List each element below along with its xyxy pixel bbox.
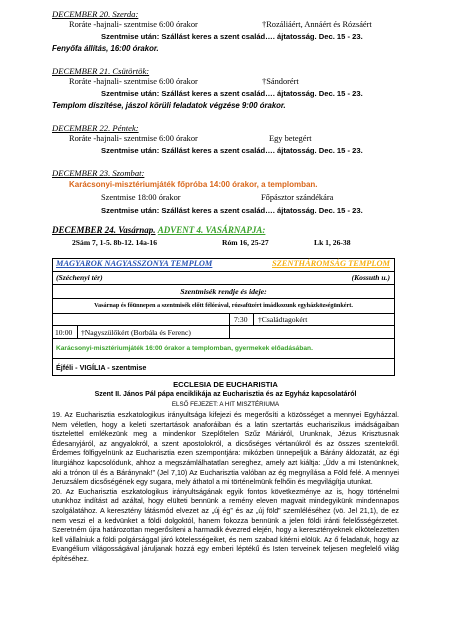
church-left-name: MAGYAROK NAGYASSZONYA TEMPLOM [56, 259, 213, 268]
church-names-row [53, 259, 394, 272]
right-mass-time: 7:30 [234, 315, 248, 324]
left-mass-time: 10:00 [55, 328, 73, 337]
mystery-play-note: Karácsonyi-misztériumjáték 16:00 órakor a templomban, gyermekek előadásában. [56, 345, 313, 352]
section-title: ECCLESIA DE EUCHARISTIA [173, 380, 278, 389]
right-mass-intention: †Családtagokért [258, 315, 308, 324]
reading-first: 2Sám 7, 1-5. 8b-12. 14a-16 [72, 238, 158, 247]
paragraph-19: 19. Az Eucharisztia eszkatologikus irányultsága kifejezi és megerősíti a közösséget a mennyei Egyházzal. Nem véletlen, hogy a keleti szertartások anaforáiban és a latin szertartás euchariszikus imádságaiban tisztelettel emlékezünk meg a mindenkor Szeplőtelen Szűz Máriáról, Urunknak, Jézus Krisztusnak Édesanyjáról, az angyalokról, a szent apostolokról, a dicsőséges vértanúkról és az összes szentekről. Érdemes fölfigyelnünk az Eucharisztia ezen szempontjára: mikózben ünnepeljük a Bárány áldozatát, az égi liturgiához kapcsolódunk, ahhoz a megszámlálhatatlan sereghez, amely azt kiáltja: „Üdv a mi Istenünknek, aki a trónon ül és a Báránynak!” (Jel 7,10) Az Eucharisztia valóban az ég megnyílása a Föld felé. A mennyei Jeruzsálem dicsőségének egy sugara, mely áthatol a mi történelmünk felhőin és megvilágítja utunkat. [52, 411, 399, 487]
mass-intention: Főpásztor szándékára [261, 193, 334, 202]
mass-schedule-table [52, 258, 395, 376]
church-right-location: (Kossuth u.) [351, 273, 390, 282]
mass-intention: Egy betegért [269, 134, 312, 143]
church-location-row [53, 272, 394, 285]
sunday-date: DECEMBER 24. Vasárnap. [52, 225, 156, 235]
advent-label: ADVENT 4. VASÁRNAPJA: [157, 225, 266, 235]
left-mass-intention: †Nagyszülőkért (Borbála és Ferenc) [81, 328, 191, 337]
section-subtitle: Szent II. János Pál pápa enciklikája az Eucharisztia és az Egyház kapcsolatáról [94, 391, 357, 398]
reading-second: Róm 16, 25-27 [222, 238, 269, 247]
rehearsal-note: Karácsonyi-misztériumjáték főpróba 14:00 órakor, a templomban. [69, 180, 318, 189]
sunday-heading [52, 225, 265, 235]
rosary-notice: Vasárnap és főünnepen a szentmisék előtt félórával, rózsafüzért imádkozunk egyházközségünkért. [94, 302, 353, 309]
day-heading: DECEMBER 20. Szerda: [52, 9, 139, 19]
vigil-row [53, 359, 394, 375]
day-heading: DECEMBER 23. Szombat: [52, 168, 145, 178]
day-heading: DECEMBER 22. Péntek: [52, 123, 139, 133]
vigil-mass: Éjféli - VIGÍLIA - szentmise [56, 363, 147, 372]
mass-label: Roráte -hajnali- szentmise 6:00 órakor [69, 20, 198, 29]
mass-intention: †Sándorért [262, 77, 299, 86]
devotion-note: Szentmise után: Szállást keres a szent család…. ájtatosság. Dec. 15 - 23. [101, 146, 363, 155]
mass-intention: †Rozáliáért, Annáért és Rózsáért [262, 20, 372, 29]
order-title-row [53, 285, 394, 299]
play-row [53, 339, 394, 359]
church-right-name: SZENTHÁROMSÁG TEMPLOM [272, 259, 390, 268]
church-left-location: (Széchenyi tér) [56, 273, 103, 282]
reading-gospel: Lk 1, 26-38 [314, 238, 351, 247]
event-note: Templom díszítése, jászol körüli feladatok végzése 9:00 órakor. [52, 101, 286, 110]
event-note: Fenyőfa állítás, 16:00 órakor. [52, 44, 159, 53]
devotion-note: Szentmise után: Szállást keres a szent család…. ájtatosság. Dec. 15 - 23. [101, 89, 363, 98]
mass-label: Roráte -hajnali- szentmise 6:00 órakor [69, 134, 198, 143]
chapter-title: ELSŐ FEJEZET: A HIT MISZTÉRIUMA [171, 401, 280, 408]
paragraph-20: 20. Az Eucharisztia eszkatologikus irányultságának egyik fontos következménye az is, hogy történelmi utunkhoz indítást ad azáltal, hogy elülteti bennünk a remény eleven magvait mindegyikünk mindennapos szolgálatához. A keresztény látásmód elvezet az „új ég” és az „új föld” szemléléséhez (vö. Jel 21,1), de ez nem veszi el a kedvünket a földi dolgoktól, hanem fokozza bennünk a jelen földi iránti felelősségérzetet. Szeretném újra határozottan megerősíteni a harmadik évezred elején, hogy a keresztényeknek elkötelezetten kell vállalniuk a földi polgársággal járó kötelességeiket, és nem szabad kitérni elölük. Az ő feladatuk, hogy az Evangélium világosságával járuljanak hozzá egy emberi léptékű és Isten terveinek teljesen megfelelő világ építéséhez. [52, 487, 399, 563]
ecclesia-section [52, 380, 399, 565]
right-mass-row [53, 314, 394, 326]
mass-label: Szentmise 18:00 órakor [101, 193, 181, 202]
devotion-note: Szentmise után: Szállást keres a szent család…. ájtatosság. Dec. 15 - 23. [101, 206, 363, 215]
left-mass-row [53, 326, 394, 339]
order-title: Szentmisék rendje és ideje: [180, 287, 267, 296]
devotion-note: Szentmise után: Szállást keres a szent család…. ájtatosság. Dec. 15 - 23. [101, 32, 363, 41]
notice-row [53, 299, 394, 314]
day-heading: DECEMBER 21. Csütörtök: [52, 66, 150, 76]
mass-label: Roráte -hajnali- szentmise 6:00 órakor [69, 77, 198, 86]
